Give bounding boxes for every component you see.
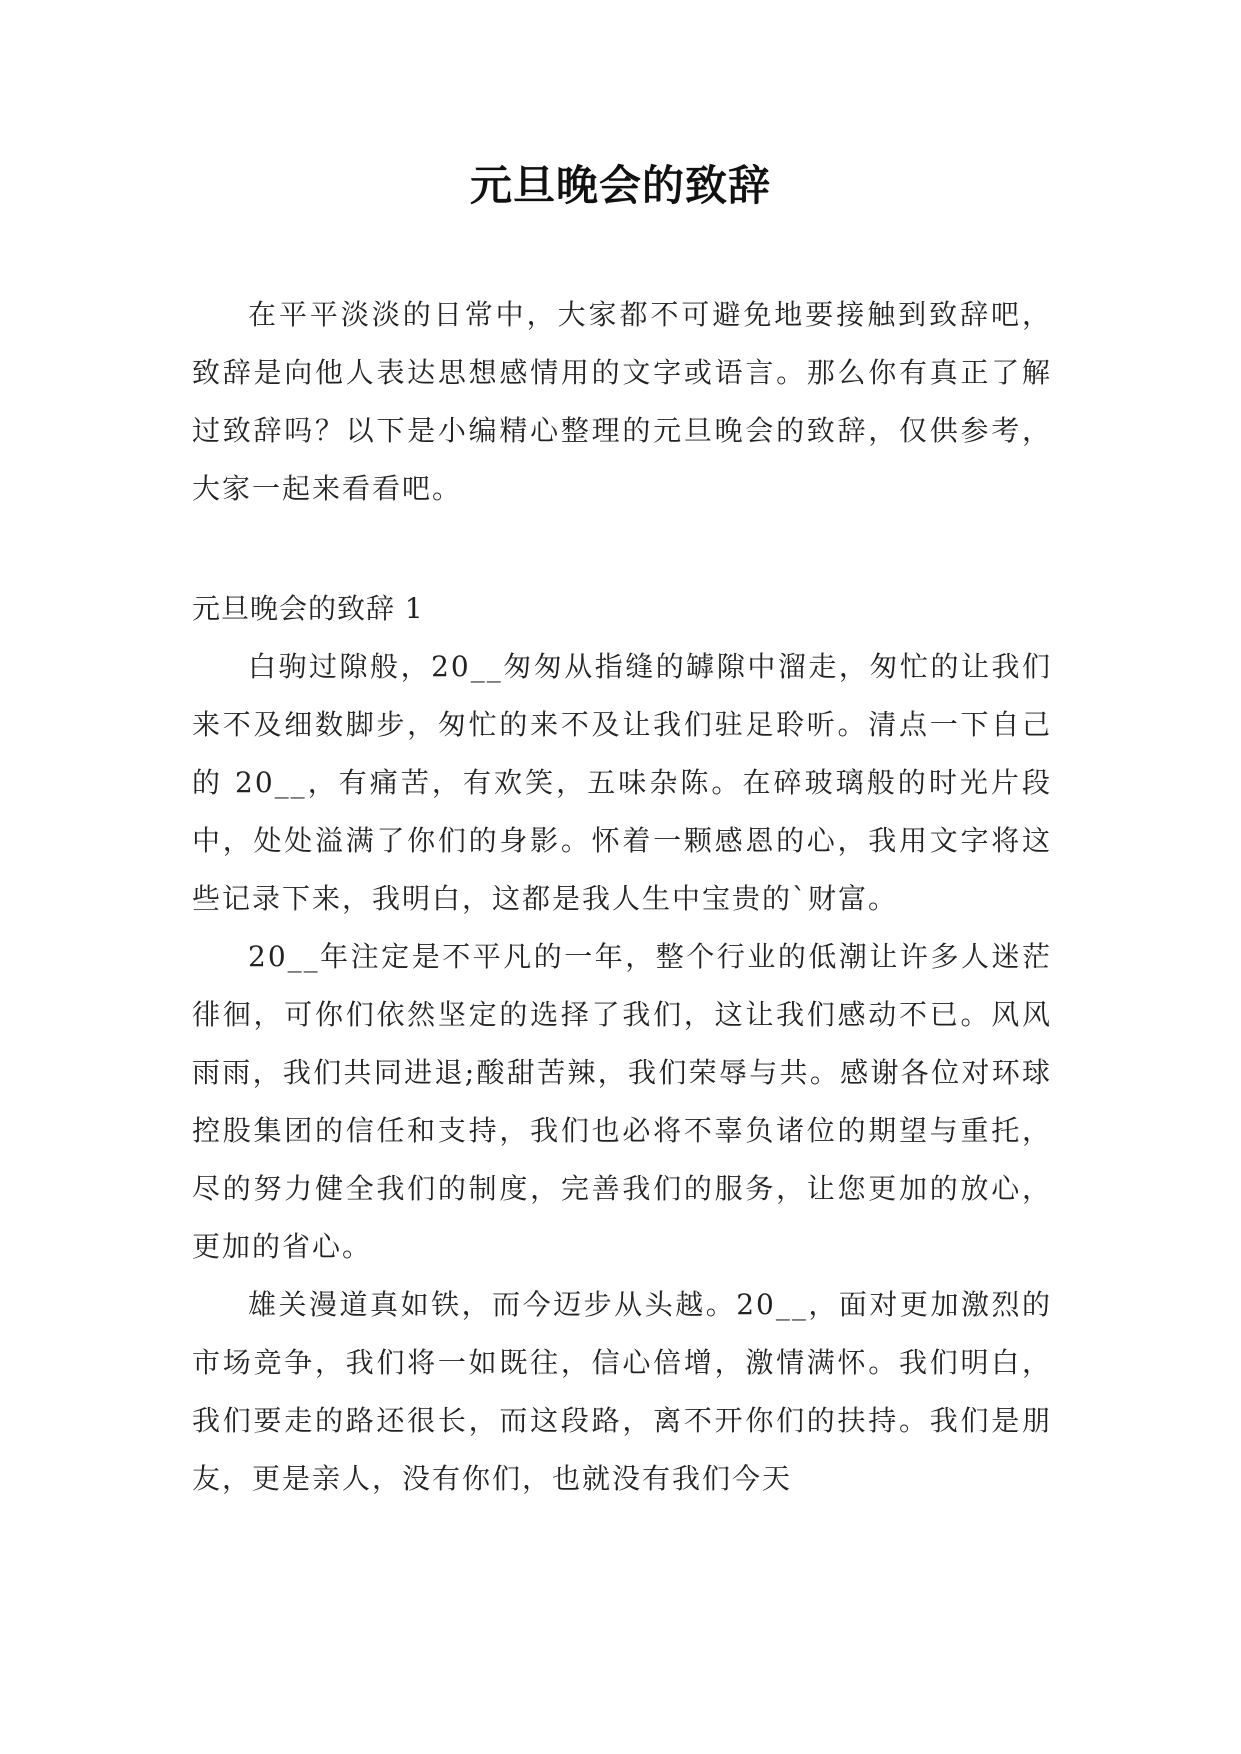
intro-paragraph: 在平平淡淡的日常中，大家都不可避免地要接触到致辞吧，致辞是向他人表达思想感情用的文字或语言。那么你有真正了解过致辞吗？以下是小编精心整理的元旦晚会的致辞，仅供参考，大家一起来看看吧。 bbox=[192, 298, 1052, 505]
body-paragraph-2: 20__年注定是不平凡的一年，整个行业的低潮让许多人迷茫徘徊，可你们依然坚定的选择了我们，这让我们感动不已。风风雨雨，我们共同进退;酸甜苦辣，我们荣辱与共。感谢各位对环球控股集团的信任和支持，我们也必将不辜负诸位的期望与重托，尽的努力健全我们的制度，完善我们的服务，让您更加的放心，更加的省心。 bbox=[192, 940, 1052, 1263]
section-heading: 元旦晚会的致辞 1 bbox=[192, 592, 424, 625]
section-body bbox=[192, 638, 1052, 1508]
intro-block bbox=[192, 286, 1052, 518]
body-paragraph-3: 雄关漫道真如铁，而今迈步从头越。20__，面对更加激烈的市场竞争，我们将一如既往，信心倍增，激情满怀。我们明白，我们要走的路还很长，而这段路，离不开你们的扶持。我们是朋友，更是亲人，没有你们，也就没有我们今天 bbox=[192, 1288, 1052, 1495]
document-title: 元旦晚会的致辞 bbox=[469, 161, 771, 210]
body-paragraph-1: 白驹过隙般，20__匆匆从指缝的罅隙中溜走，匆忙的让我们来不及细数脚步，匆忙的来不及让我们驻足聆听。清点一下自己的 20__，有痛苦，有欢笑，五味杂陈。在碎玻璃般的时光片段中，处处溢满了你们的身影。怀着一颗感恩的心，我用文字将这些记录下来，我明白，这都是我人生中宝贵的`财富。 bbox=[192, 650, 1052, 915]
